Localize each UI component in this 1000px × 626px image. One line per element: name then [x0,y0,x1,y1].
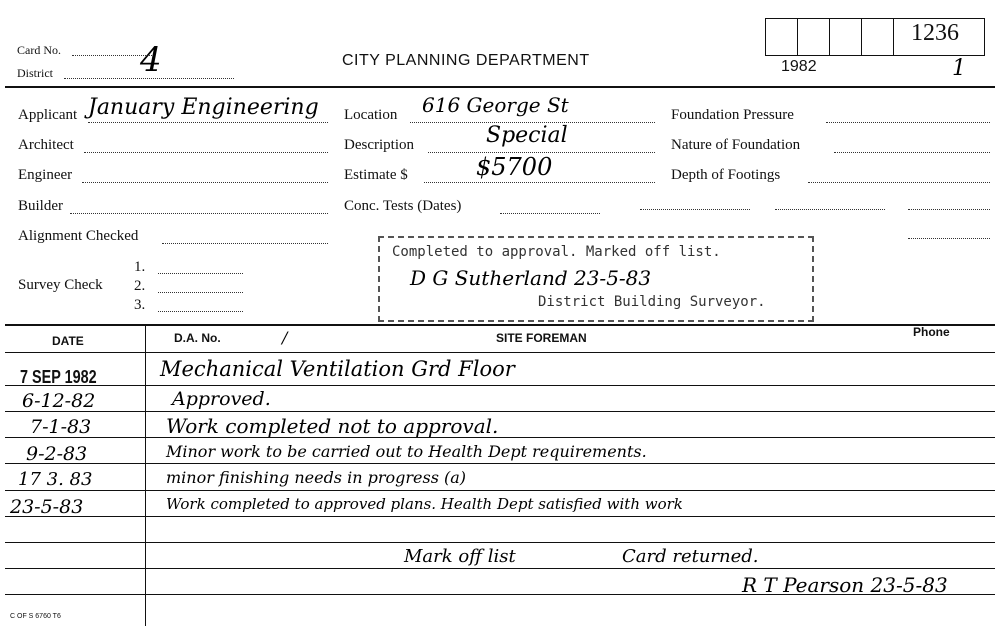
log-entry-date: 17 3. 83 [18,469,93,490]
log-entry-text: Mechanical Ventilation Grd Floor [160,357,515,381]
nature-foundation-line [834,152,990,153]
description-label: Description [344,137,414,153]
conc-line-1 [500,213,600,214]
print-code: C OF S 6760 T6 [10,613,61,620]
row-rule [5,437,995,438]
date-column-divider [145,324,146,626]
estimate-line [424,182,655,183]
applicant-line [88,122,328,123]
alignment-line [162,243,328,244]
district-value: 4 [140,40,162,80]
log-entry-text: Work completed to approved plans. Health Dept satisfied with work [166,495,683,513]
architect-label: Architect [18,137,74,153]
log-entry-text: Approved. [172,388,271,410]
row-rule [5,490,995,491]
phone-label: Phone [913,325,950,339]
row-rule [5,385,995,386]
row-rule [5,411,995,412]
row-rule [5,463,995,464]
builder-line [70,213,328,214]
log-top-rule [5,324,995,326]
stamp-signature: D G Sutherland 23-5-83 [410,266,652,290]
da-no-label: D.A. No. [174,331,221,345]
survey-line-2 [158,292,243,293]
depth-footings-label: Depth of Footings [671,167,781,183]
card-sub-number: 1 [952,56,966,81]
engineer-label: Engineer [18,167,73,183]
extra-line [908,238,990,239]
log-entry-text: minor finishing needs in progress (a) [166,468,467,487]
conc-tests-label: Conc. Tests (Dates) [344,198,462,214]
estimate-value: $5700 [476,153,553,181]
header-rule [5,86,995,88]
log-header-rule [5,352,995,353]
stamp-line-1: Completed to approval. Marked off list. [392,244,721,260]
log-entry-date: 7 SEP 1982 [20,367,97,387]
site-foreman-label: SITE FOREMAN [496,331,587,345]
architect-line [84,152,328,153]
card-no-label: Card No. [17,43,61,57]
survey-item-2: 2. [134,278,146,294]
log-entry-date: 6-12-82 [22,390,96,412]
location-label: Location [344,107,398,123]
conc-line-3 [775,209,885,210]
district-label: District [17,66,53,80]
date-header: DATE [52,334,84,348]
conc-line-4 [908,209,990,210]
log-entry-date: 7-1-83 [30,416,92,438]
alignment-label: Alignment Checked [18,228,139,244]
department-title: CITY PLANNING DEPARTMENT [342,52,590,69]
survey-line-3 [158,311,243,312]
estimate-label: Estimate $ [344,167,408,183]
approval-stamp [378,236,814,322]
foundation-pressure-line [826,122,990,123]
nature-foundation-label: Nature of Foundation [671,137,801,153]
row-rule [5,568,995,569]
log-entry-text: Work completed not to approval. [166,414,499,438]
card-returned-note: Card returned. [622,546,759,567]
log-entry-text: Minor work to be carried out to Health Dept requirements. [166,442,647,461]
conc-line-2 [640,209,750,210]
year: 1982 [781,58,817,75]
stamp-line-3: District Building Surveyor. [538,294,766,310]
location-value: 616 George St [422,93,569,117]
foundation-pressure-label: Foundation Pressure [671,107,794,123]
card-number: 1236 [911,20,959,46]
builder-label: Builder [18,198,63,214]
log-entry-date: 9-2-83 [26,443,88,465]
engineer-line [82,182,328,183]
survey-item-1: 1. [134,259,146,275]
survey-item-3: 3. [134,297,146,313]
survey-check-label: Survey Check [18,277,103,293]
log-entry-date: 23-5-83 [10,496,84,518]
applicant-label: Applicant [18,107,78,123]
mark-off-note: Mark off list [404,546,516,567]
foreman-signature: R T Pearson 23-5-83 [742,573,948,597]
row-rule [5,516,995,517]
description-value: Special [486,123,568,148]
applicant-value: January Engineering [88,95,319,120]
depth-footings-line [808,182,990,183]
row-rule [5,542,995,543]
da-no-value: / [282,328,288,347]
survey-line-1 [158,273,243,274]
